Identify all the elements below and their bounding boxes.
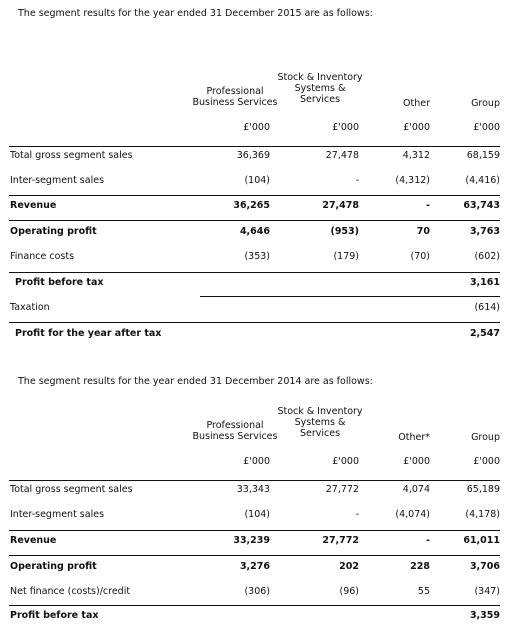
units-row-2015: £'000 £'000 £'000 £'000 — [243, 122, 500, 133]
units-row-2014: £'000 £'000 £'000 £'000 — [243, 456, 500, 467]
table-row: Profit before tax 3,161 — [15, 277, 500, 288]
header-other-2015: Other — [403, 98, 430, 109]
table-row: Operating profit 4,646 (953) 70 3,763 — [10, 226, 500, 237]
table-row: Total gross segment sales 33,343 27,772 4,074 65,189 — [10, 484, 500, 495]
table-row: Revenue 36,265 27,478 - 63,743 — [10, 200, 500, 211]
table-row: Profit for the year after tax 2,547 — [15, 328, 500, 339]
table-row: Revenue 33,239 27,772 - 61,011 — [10, 535, 500, 546]
header-professional-2014: Professional Business Services — [192, 420, 278, 442]
intro-2015: The segment results for the year ended 31 December 2015 are as follows: — [18, 8, 373, 19]
header-stock-2014: Stock & Inventory Systems & Services — [277, 406, 363, 439]
table-row: Finance costs (353) (179) (70) (602) — [10, 251, 500, 262]
divider — [9, 220, 500, 221]
divider — [9, 555, 500, 556]
table-row: Inter-segment sales (104) - (4,074) (4,178) — [10, 509, 500, 520]
table-row: Net finance (costs)/credit (306) (96) 55 (347) — [10, 586, 500, 597]
table-row: Operating profit 3,276 202 228 3,706 — [10, 561, 500, 572]
header-stock-2015: Stock & Inventory Systems & Services — [277, 72, 363, 105]
table-row: Inter-segment sales (104) - (4,312) (4,416) — [10, 175, 500, 186]
header-group-2014: Group — [471, 432, 500, 443]
header-group-2015: Group — [471, 98, 500, 109]
header-other-2014: Other* — [398, 432, 430, 443]
table-row: Profit before tax 3,359 — [10, 610, 500, 621]
table-row: Taxation (614) — [10, 302, 500, 313]
divider — [200, 296, 500, 297]
header-professional-2015: Professional Business Services — [192, 86, 278, 108]
table-row: Total gross segment sales 36,369 27,478 4,312 68,159 — [10, 150, 500, 161]
intro-2014: The segment results for the year ended 31 December 2014 are as follows: — [18, 376, 373, 387]
divider — [9, 322, 500, 323]
